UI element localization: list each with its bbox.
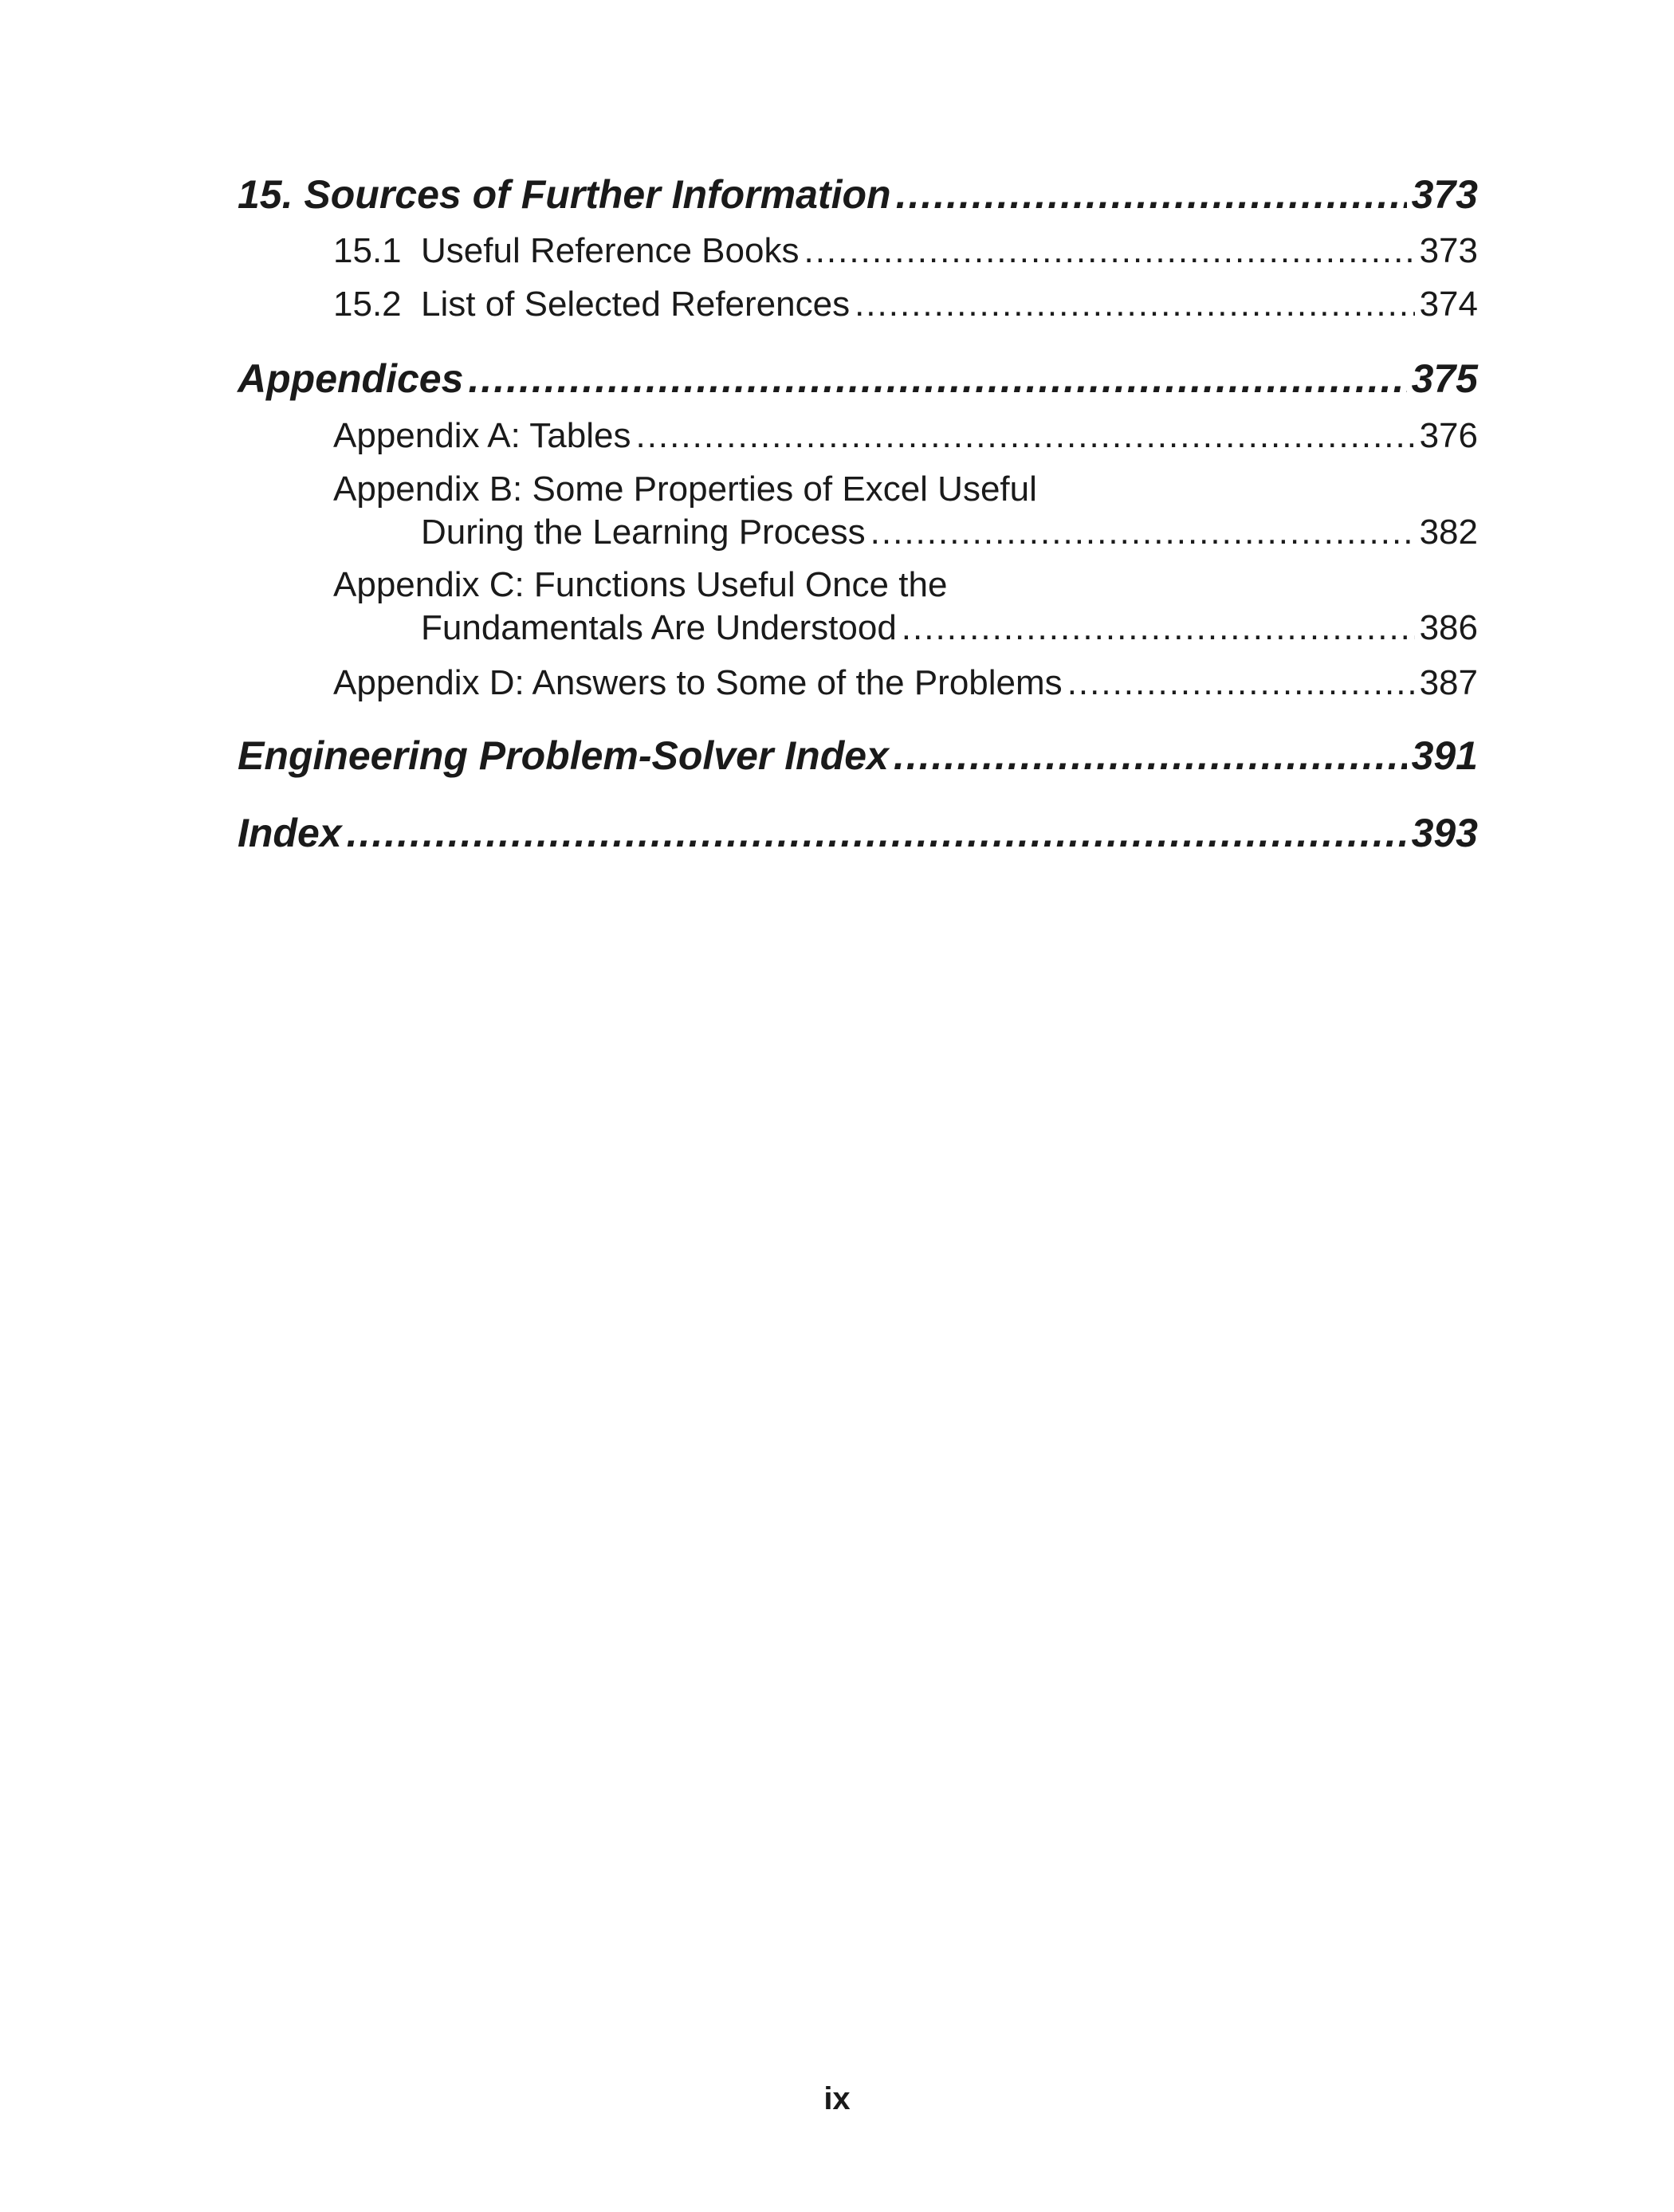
entry-title: Index <box>238 811 342 855</box>
section-number: 15.1 <box>333 231 402 270</box>
entry-title: Appendix A: Tables <box>333 416 631 455</box>
dot-leader <box>1067 662 1415 705</box>
entry-page: 387 <box>1419 663 1478 702</box>
toc-entry-chapter-15[interactable] <box>238 171 1478 218</box>
entry-title: Appendix D: Answers to Some of the Problems <box>333 663 1063 702</box>
entry-title: During the Learning Process <box>421 513 866 552</box>
entry-page: 373 <box>1419 231 1478 270</box>
dot-leader <box>347 809 1407 857</box>
toc-entry-index[interactable] <box>238 809 1478 857</box>
entry-page: 375 <box>1411 356 1478 401</box>
entry-page: 393 <box>1411 811 1478 855</box>
entry-page: 373 <box>1411 172 1478 217</box>
entry-title: 15. Sources of Further Information <box>238 172 891 217</box>
entry-title: Appendices <box>238 356 464 401</box>
entry-title: Engineering Problem-Solver Index <box>238 733 889 778</box>
entry-page: 391 <box>1411 733 1478 778</box>
dot-leader <box>894 732 1407 780</box>
toc-entry-appendix-d[interactable] <box>238 662 1478 705</box>
toc-entry-15-2[interactable] <box>238 283 1478 326</box>
entry-title: Useful Reference Books <box>421 231 800 270</box>
entry-page: 376 <box>1419 416 1478 455</box>
dot-leader <box>635 415 1414 458</box>
entry-title: Fundamentals Are Understood <box>421 608 897 647</box>
toc-entry-appendix-b-line1[interactable]: Appendix B: Some Properties of Excel Useful <box>333 470 1037 509</box>
toc-entry-15-1[interactable] <box>238 230 1478 273</box>
entry-page: 386 <box>1419 608 1478 647</box>
entry-page: 382 <box>1419 513 1478 552</box>
dot-leader <box>902 607 1415 650</box>
dot-leader <box>855 283 1415 326</box>
toc-entry-appendix-a[interactable] <box>238 415 1478 458</box>
dot-leader <box>468 355 1406 403</box>
toc-entry-appendices[interactable] <box>238 355 1478 403</box>
page-number: ix <box>823 2081 851 2116</box>
entry-page: 374 <box>1419 285 1478 324</box>
toc-entry-eps-index[interactable] <box>238 732 1478 780</box>
dot-leader <box>870 511 1415 554</box>
toc-entry-appendix-c-line1[interactable]: Appendix C: Functions Useful Once the <box>333 565 948 604</box>
section-number: 15.2 <box>333 285 402 324</box>
entry-title: List of Selected References <box>421 285 851 324</box>
dot-leader <box>804 230 1414 273</box>
toc-entry-appendix-c[interactable] <box>238 607 1478 650</box>
dot-leader <box>896 171 1407 218</box>
toc-entry-appendix-b[interactable] <box>238 511 1478 554</box>
